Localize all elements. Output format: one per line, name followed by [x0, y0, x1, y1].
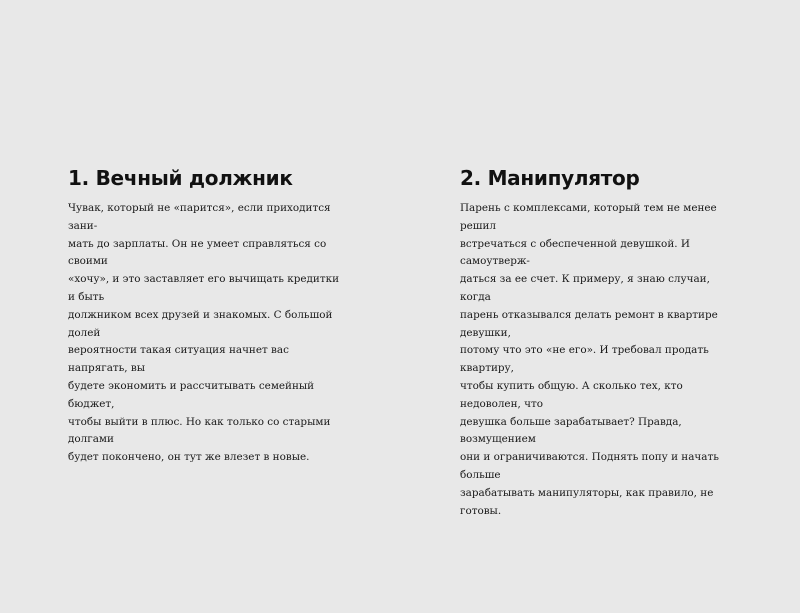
section-body: Парень с комплексами, который тем не менее решил встречаться с обеспеченной девушкой. И самоутверж- даться за ее счет. К примеру, я знаю случаи, когда парень отказывался делать ремонт в квартире девушки, потому что это «не его». И требовал продать квартиру, чтобы купить общую. А сколько тех, кто недоволен, что девушка больше зарабатывает? Правда, возмущением они и ограничиваются. Поднять попу и начать больше зарабатывать манипуляторы, как правило, не готовы.	[460, 202, 719, 517]
section-title: 1. Вечный должник	[68, 166, 293, 190]
section-title: 2. Манипулятор	[460, 166, 640, 190]
section-body: Чувак, который не «парится», если приходится зани- мать до зарплаты. Он не умеет справляться со своими «хочу», и это заставляет его вычищать кредитки и быть должником всех друзей и знакомых. С большой долей вероятности такая ситуация начнет вас напрягать, вы будете экономить и рассчитывать семейный бюджет, чтобы выйти в плюс. Но как только со старыми долгами будет покончено, он тут же влезет в новые.	[68, 202, 340, 464]
section-manipulator	[460, 166, 740, 520]
section-eternal-debtor	[68, 166, 348, 467]
